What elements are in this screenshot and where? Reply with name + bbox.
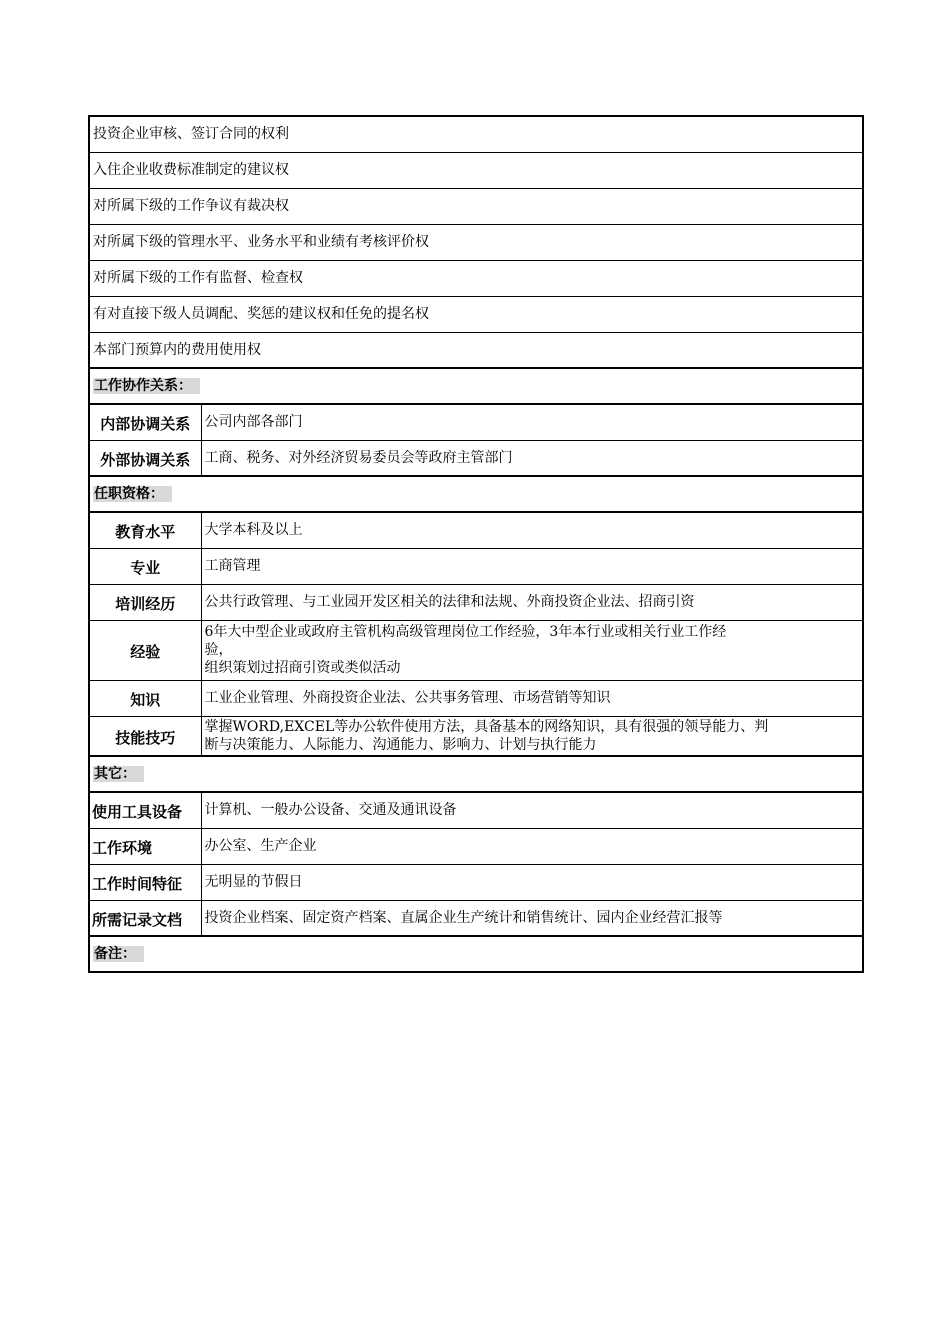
external-coordination-value: 工商、税务、对外经济贸易委员会等政府主管部门 xyxy=(201,440,863,476)
experience-label: 经验 xyxy=(89,620,201,680)
training-value: 公共行政管理、与工业园开发区相关的法律和法规、外商投资企业法、招商引资 xyxy=(201,584,863,620)
environment-value: 办公室、生产企业 xyxy=(201,828,863,864)
skills-line: 掌握WORD,EXCEL等办公软件使用方法，具备基本的网络知识，具有很强的领导能力、判 xyxy=(204,718,769,735)
environment-label: 工作环境 xyxy=(89,828,201,864)
section-qualification-title: 任职资格： xyxy=(93,486,172,502)
section-remarks xyxy=(89,936,863,972)
section-cooperation xyxy=(89,368,863,404)
training-label: 培训经历 xyxy=(89,584,201,620)
documents-label: 所需记录文档 xyxy=(89,900,201,936)
work-time-value: 无明显的节假日 xyxy=(201,864,863,900)
education-label: 教育水平 xyxy=(89,512,201,548)
experience-line: 6年大中型企业或政府主管机构高级管理岗位工作经验，3年本行业或相关行业工作经 xyxy=(204,624,727,640)
section-other xyxy=(89,756,863,792)
authority-row: 投资企业审核、签订合同的权利 xyxy=(89,116,863,152)
education-value: 大学本科及以上 xyxy=(201,512,863,548)
internal-coordination-label: 内部协调关系 xyxy=(89,404,201,440)
knowledge-value: 工业企业管理、外商投资企业法、公共事务管理、市场营销等知识 xyxy=(201,680,863,716)
section-remarks-title: 备注： xyxy=(93,946,144,962)
major-label: 专业 xyxy=(89,548,201,584)
documents-value: 投资企业档案、固定资产档案、直属企业生产统计和销售统计、园内企业经营汇报等 xyxy=(201,900,863,936)
authority-row: 对所属下级的工作争议有裁决权 xyxy=(89,188,863,224)
experience-line: 验， xyxy=(204,642,233,658)
knowledge-label: 知识 xyxy=(89,680,201,716)
authority-row: 有对直接下级人员调配、奖惩的建议权和任免的提名权 xyxy=(89,296,863,332)
experience-line: 组织策划过招商引资或类似活动 xyxy=(204,660,401,676)
internal-coordination-value: 公司内部各部门 xyxy=(201,404,863,440)
work-time-label: 工作时间特征 xyxy=(89,864,201,900)
major-value: 工商管理 xyxy=(201,548,863,584)
section-cooperation-title: 工作协作关系： xyxy=(93,378,200,394)
authority-row: 对所属下级的工作有监督、检查权 xyxy=(89,260,863,296)
section-other-title: 其它： xyxy=(93,766,144,782)
external-coordination-label: 外部协调关系 xyxy=(89,440,201,476)
skills-line: 断与决策能力、人际能力、沟通能力、影响力、计划与执行能力 xyxy=(204,736,597,753)
authority-row: 入住企业收费标准制定的建议权 xyxy=(89,152,863,188)
experience-value xyxy=(201,620,863,680)
job-description-table xyxy=(88,115,862,973)
tools-label: 使用工具设备 xyxy=(89,792,201,828)
skills-value xyxy=(201,716,863,756)
authority-row: 本部门预算内的费用使用权 xyxy=(89,332,863,368)
authority-row: 对所属下级的管理水平、业务水平和业绩有考核评价权 xyxy=(89,224,863,260)
tools-value: 计算机、一般办公设备、交通及通讯设备 xyxy=(201,792,863,828)
section-qualification xyxy=(89,476,863,512)
skills-label: 技能技巧 xyxy=(89,716,201,756)
